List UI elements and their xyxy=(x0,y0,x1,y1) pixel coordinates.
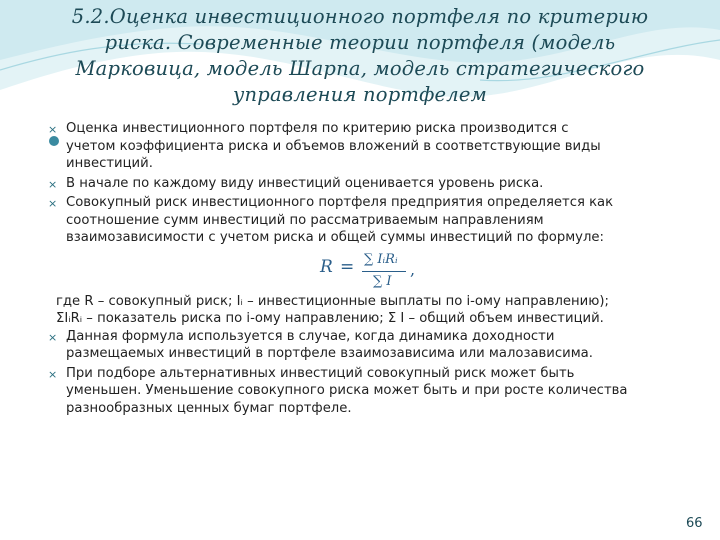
bullet-item xyxy=(48,365,678,418)
bullet-text-line: размещаемых инвестиций в портфеле взаимозависима или малозависима. xyxy=(66,346,593,361)
formula-equals: = xyxy=(340,256,355,277)
bullet-item xyxy=(48,194,678,247)
slide-title xyxy=(40,4,680,108)
bullet-text-line: Данная формула используется в случае, когда динамика доходности xyxy=(66,328,555,344)
fraction-bar xyxy=(362,271,406,272)
bullet-text-line: В начале по каждому виду инвестиций оценивается уровень риска. xyxy=(66,175,544,191)
legend-line: ΣIᵢRᵢ – показатель риска по i-ому направлению; Σ I – общий объем инвестиций. xyxy=(56,311,604,326)
title-line: Марковица, модель Шарпа, модель стратегического xyxy=(75,57,645,80)
cross-bullet-icon: × xyxy=(48,197,58,210)
cross-bullet-icon: × xyxy=(48,330,58,344)
title-line: управления портфелем xyxy=(233,83,487,106)
bullet-text-line: Оценка инвестиционного портфеля по критерию риска производится с xyxy=(66,121,569,136)
bullet-text-line: взаимозависимости с учетом риска и общей суммы инвестиций по формуле: xyxy=(66,230,604,245)
formula-comma: , xyxy=(410,259,416,279)
page-number: 66 xyxy=(686,516,703,531)
cross-bullet-icon: × xyxy=(48,367,58,381)
title-line: 5.2.Оценка инвестиционного портфеля по критерию xyxy=(71,5,649,28)
cross-bullet-icon: × xyxy=(48,123,58,136)
cross-bullet-icon: × xyxy=(48,177,58,191)
bullet-text-line: разнообразных ценных бумаг портфеле. xyxy=(66,400,352,416)
title-line: риска. Современные теории портфеля (модель xyxy=(104,31,616,54)
bullet-text-line: соотношение сумм инвестиций по рассматриваемым направлениям xyxy=(66,212,544,228)
formula-legend xyxy=(56,293,678,328)
slide-body xyxy=(48,120,678,419)
bullet-text-line: Совокупный риск инвестиционного портфеля предприятия определяется как xyxy=(66,195,614,210)
bullet-text-line: учетом коэффициента риска и объемов вложений в соответствующие виды xyxy=(66,138,601,154)
bullet-text-line: инвестиций. xyxy=(66,156,153,171)
bullet-item xyxy=(48,175,678,193)
bullet-text-line: уменьшен. Уменьшение совокупного риска может быть и при росте количества xyxy=(66,383,628,398)
legend-line: где R – совокупный риск; Iᵢ – инвестиционные выплаты по i-ому направлению); xyxy=(56,293,609,309)
formula-numerator: ∑ IᵢRᵢ xyxy=(364,251,398,267)
bullet-item xyxy=(48,120,678,173)
bullet-item xyxy=(48,328,678,363)
risk-formula xyxy=(48,251,678,291)
bullet-text-line: При подборе альтернативных инвестиций совокупный риск может быть xyxy=(66,365,575,381)
formula-lhs: R xyxy=(320,256,333,277)
formula-denominator: ∑ I xyxy=(373,273,392,289)
